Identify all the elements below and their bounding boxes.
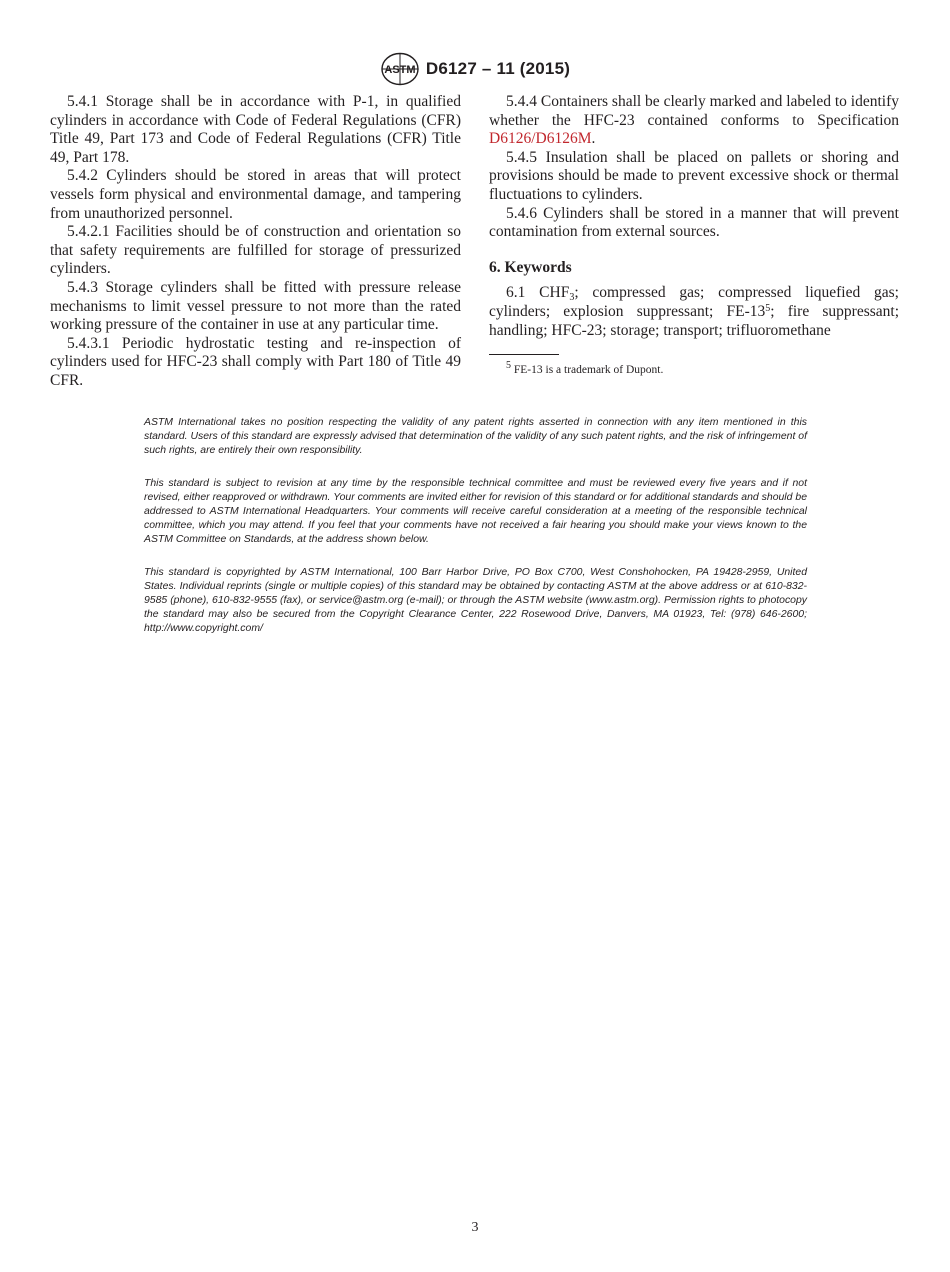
astm-logo-icon bbox=[380, 52, 420, 86]
notice-revision: This standard is subject to revision at any time by the responsible technical committee and must be reviewed every five years and if not revised, either reapproved or withdrawn. Your comments are invited either for revision of this standard or for additional standards and should be addressed to ASTM International Headquarters. Your comments will receive careful consideration at a meeting of the responsible technical committee, which you may attend. If you feel that your comments have not received a fair hearing you should make your views known to the ASTM Committee on Standards, at the address shown below. bbox=[144, 478, 807, 545]
paragraph-5-4-2: 5.4.2 Cylinders should be stored in areas that will protect vessels form physical and environmental damage, and tampering from unauthorized personnel. bbox=[50, 167, 461, 222]
page-number: 3 bbox=[471, 1220, 479, 1235]
keywords-part-c: ; fire suppressant; handling; HFC-23; storage; transport; trifluoromethane bbox=[489, 302, 900, 339]
paragraph-5-4-4-text: 5.4.4 Containers shall be clearly marked and labeled to identify whether the HFC-23 contained conforms to Specification bbox=[489, 93, 899, 129]
paragraph-5-4-4-end: . bbox=[591, 130, 596, 148]
chemical-subscript: 3 bbox=[569, 292, 575, 304]
footnote-text: FE-13 is a trademark of Dupont. bbox=[511, 364, 664, 377]
keywords-part-a: 6.1 CHF bbox=[506, 284, 570, 302]
footnote-5 bbox=[489, 360, 899, 377]
paragraph-5-4-3: 5.4.3 Storage cylinders shall be fitted with pressure release mechanisms to limit vessel pressure to not more than the rated working pressure of the container in use at any particular time. bbox=[50, 278, 461, 334]
spec-link-d6126[interactable]: D6126/D6126M bbox=[489, 130, 592, 148]
right-column bbox=[489, 93, 899, 377]
paragraph-5-4-1: 5.4.1 Storage shall be in accordance with P-1, in qualified cylinders in accordance with Code of Federal Regulations (CFR) Title 49, Part 173 and Code of Federal Regulations (CFR) Title 49, Part 178. bbox=[50, 93, 461, 166]
footnote-marker: 5 bbox=[506, 360, 511, 372]
section-heading-keywords: 6. Keywords bbox=[489, 258, 572, 276]
footnote-divider bbox=[489, 354, 559, 355]
keywords-part-b: ; compressed gas; compressed liquefied gas; cylinders; explosion suppressant; FE-13 bbox=[489, 284, 899, 320]
paragraph-5-4-4 bbox=[489, 93, 899, 149]
page-header bbox=[0, 52, 950, 86]
standard-designation: D6127 – 11 (2015) bbox=[425, 59, 571, 78]
footnote-reference[interactable]: 5 bbox=[765, 302, 771, 314]
notice-patent: ASTM International takes no position respecting the validity of any patent rights asserted in connection with any item mentioned in this standard. Users of this standard are expressly advised that determination of the validity of any such patent rights, and the risk of infringement of such rights, are entirely their own responsibility. bbox=[144, 417, 807, 456]
paragraph-5-4-2-1: 5.4.2.1 Facilities should be of construction and orientation so that safety requirements are fulfilled for storage of pressurized cylinders. bbox=[50, 223, 461, 278]
paragraph-6-1-keywords bbox=[489, 284, 899, 340]
logo-text: ASTM bbox=[384, 64, 416, 76]
paragraph-5-4-3-1: 5.4.3.1 Periodic hydrostatic testing and re-inspection of cylinders used for HFC-23 shall comply with Part 180 of Title 49 CFR. bbox=[50, 334, 461, 389]
notice-copyright: This standard is copyrighted by ASTM International, 100 Barr Harbor Drive, PO Box C700, West Conshohocken, PA 19428-2959, United States. Individual reprints (single or multiple copies) of this standard may be obtained by contacting ASTM at the above address or at 610-832-9585 (phone), 610-832-9555 (fax), or service@astm.org (e-mail); or through the ASTM website (www.astm.org). Permission rights to photocopy the standard may also be secured from the Copyright Clearance Center, 222 Rosewood Drive, Danvers, MA 01923, Tel: (978) 646-2600; http://www.copyright.com/ bbox=[144, 567, 807, 634]
paragraph-5-4-6: 5.4.6 Cylinders shall be stored in a manner that will prevent contamination from external sources. bbox=[489, 204, 899, 241]
left-column bbox=[50, 93, 461, 391]
paragraph-5-4-5: 5.4.5 Insulation shall be placed on pallets or shoring and provisions should be made to prevent excessive shock or thermal fluctuations to cylinders. bbox=[489, 148, 899, 203]
legal-notices bbox=[144, 416, 807, 655]
